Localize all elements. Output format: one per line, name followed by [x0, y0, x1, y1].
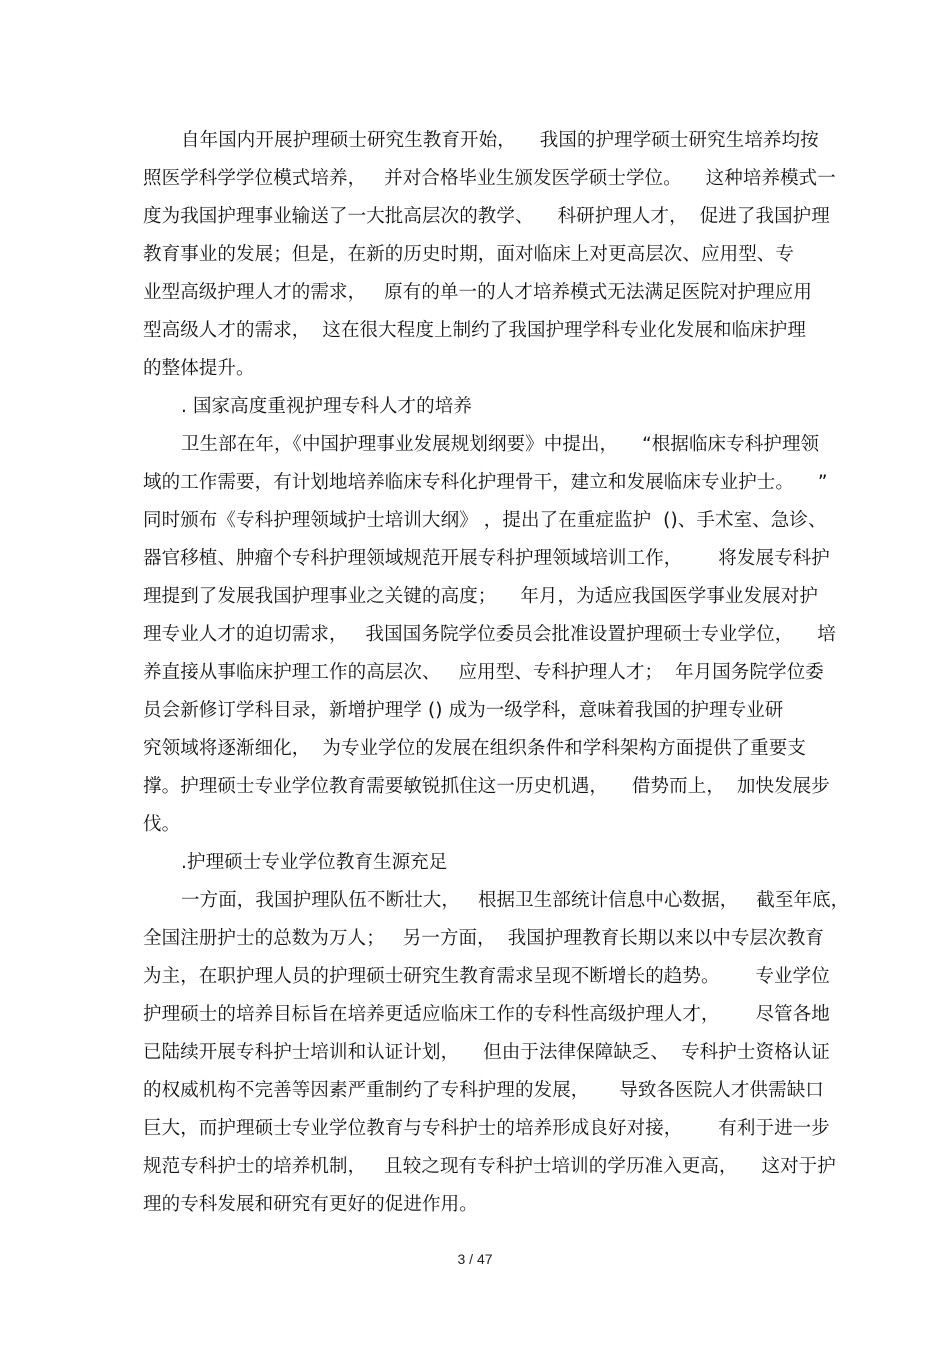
paragraph-line: 度为我国护理事业输送了一大批高层次的教学、 科研护理人才， 促进了我国护理 [143, 206, 830, 227]
paragraph-line: 撑。护理硕士专业学位教育需要敏锐抓住这一历史机遇， 借势而上， 加快发展步 [143, 776, 830, 797]
paragraph-line: 已陆续开展专科护士培训和认证计划， 但由于法律保障缺乏、 专科护士资格认证 [143, 1042, 830, 1063]
paragraph-line: 护理硕士的培养目标旨在培养更适应临床工作的专科性高级护理人才， 尽管各地 [143, 1004, 830, 1025]
paragraph-line: 自年国内开展护理硕士研究生教育开始， 我国的护理学硕士研究生培养均按 [181, 130, 819, 151]
paragraph-line: 理的专科发展和研究有更好的促进作用。 [143, 1194, 478, 1215]
paragraph-line: 理提到了发展我国护理事业之关键的高度； 年月，为适应我国医学事业发展对护 [143, 586, 818, 607]
paragraph-line: 员会新修订学科目录，新增护理学 () 成为一级学科，意味着我国的护理专业研 [143, 700, 784, 721]
paragraph-line: 理专业人才的迫切需求， 我国国务院学位委员会批准设置护理硕士专业学位， 培 [143, 624, 836, 645]
paragraph-line: 为主，在职护理人员的护理硕士研究生教育需求呈现不断增长的趋势。 专业学位 [143, 966, 830, 987]
paragraph-line: 照医学科学学位模式培养， 并对合格毕业生颁发医学硕士学位。 这种培养模式一 [143, 168, 836, 189]
paragraph-line: 全国注册护士的总数为万人； 另一方面， 我国护理教育长期以来以中专层次教育 [143, 928, 824, 949]
section-heading: . 国家高度重视护理专科人才的培养 [181, 396, 472, 417]
paragraph-line: 养直接从事临床护理工作的高层次、 应用型、专科护理人才； 年月国务院学位委 [143, 662, 824, 683]
paragraph-line: 究领域将逐渐细化， 为专业学位的发展在组织条件和学科架构方面提供了重要支 [143, 738, 806, 759]
paragraph-line: 的整体提升。 [143, 358, 255, 379]
paragraph-line: 一方面，我国护理队伍不断壮大， 根据卫生部统计信息中心数据， 截至年底， [181, 890, 850, 911]
page-number: 3 / 47 [457, 1251, 493, 1267]
paragraph-line: 域的工作需要，有计划地培养临床专科化护理骨干，建立和发展临床专业护士。 ” [143, 472, 828, 493]
paragraph-line: 规范专科护士的培养机制， 且较之现有专科护士培训的学历准入更高， 这对于护 [143, 1156, 836, 1177]
paragraph-line: 教育事业的发展；但是，在新的历史时期，面对临床上对更高层次、应用型、专 [143, 244, 795, 265]
paragraph-line: 巨大，而护理硕士专业学位教育与专科护士的培养形成良好对接， 有利于进一步 [143, 1118, 830, 1139]
paragraph-line: 卫生部在年，《中国护理事业发展规划纲要》中提出， “根据临床专科护理领 [181, 434, 820, 455]
paragraph-line: 伐。 [143, 814, 181, 835]
paragraph-line: 器官移植、肿瘤个专科护理领域规范开展专科护理领域培训工作， 将发展专科护 [143, 548, 830, 569]
paragraph-line: 业型高级护理人才的需求， 原有的单一的人才培养模式无法满足医院对护理应用 [143, 282, 812, 303]
paragraph-line: 型高级人才的需求， 这在很大程度上制约了我国护理学科专业化发展和临床护理 [143, 320, 806, 341]
paragraph-line: 同时颁布《专科护理领域护士培训大纲》 ，提出了在重症监护 ()、手术室、急诊、 [143, 510, 827, 531]
paragraph-line: 的权威机构不完善等因素严重制约了专科护理的发展， 导致各医院人才供需缺口 [143, 1080, 824, 1101]
section-heading: .护理硕士专业学位教育生源充足 [181, 852, 448, 873]
